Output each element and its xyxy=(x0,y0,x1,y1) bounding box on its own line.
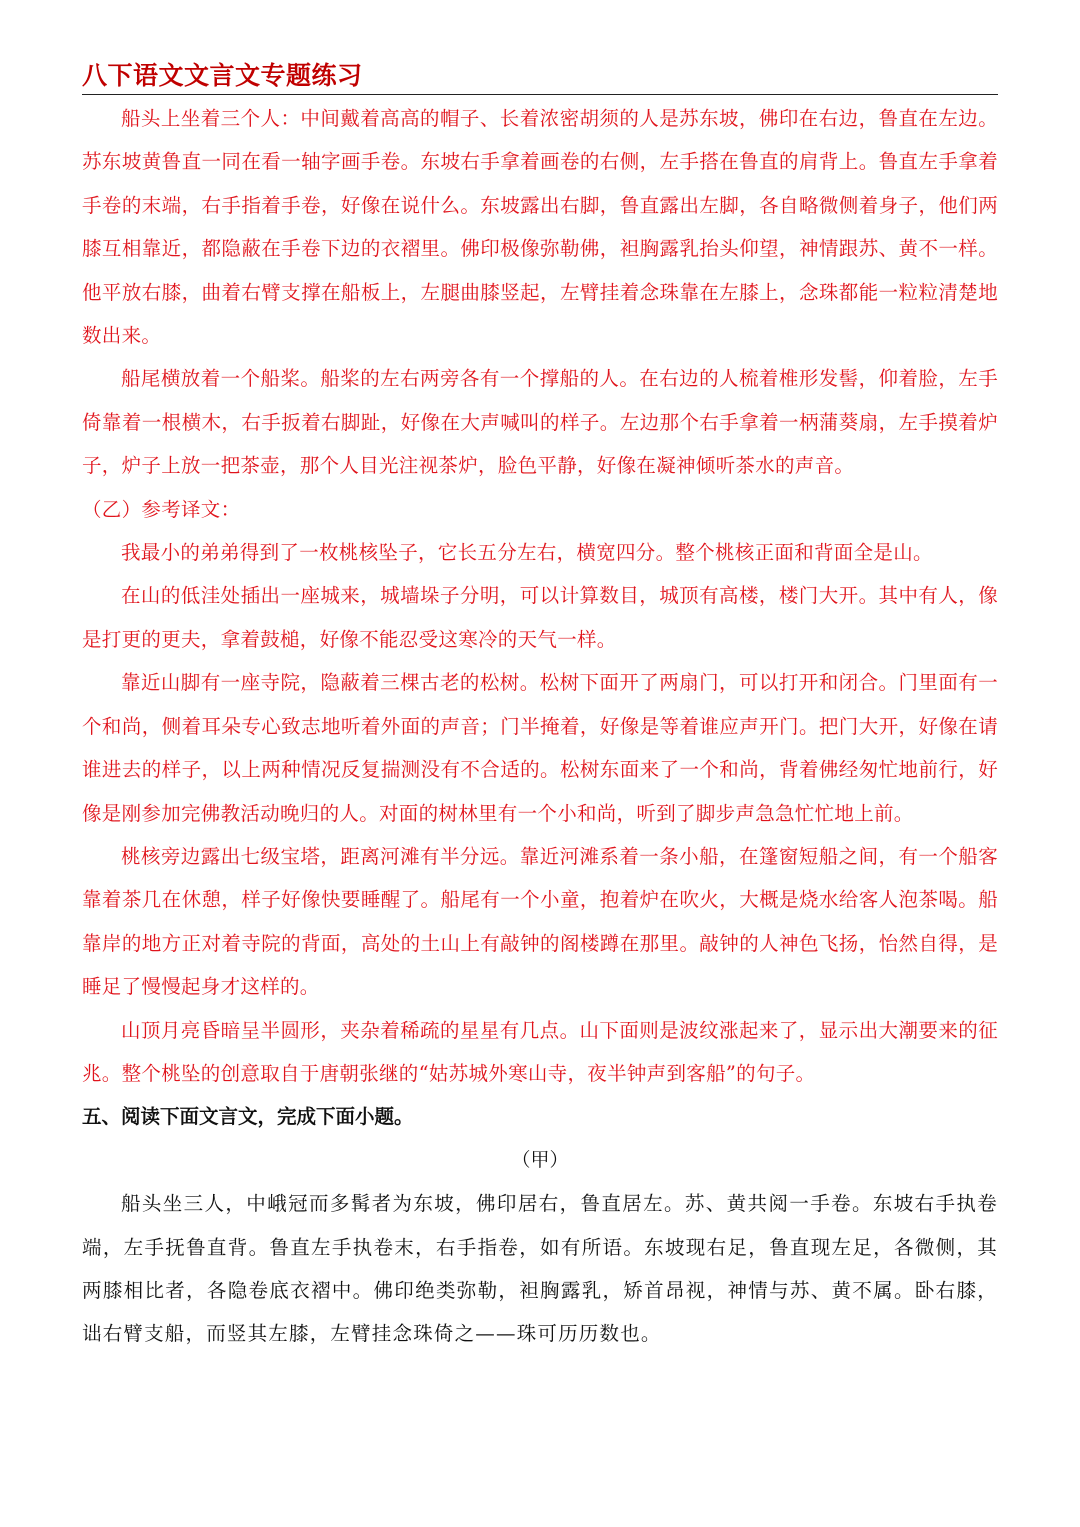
translation-yi-label: （乙）参考译文： xyxy=(82,497,241,521)
document-page xyxy=(82,58,998,1356)
translation-jia-paragraph-1: 船头上坐着三个人：中间戴着高高的帽子、长着浓密胡须的人是苏东坡，佛印在右边，鲁直在左边。苏东坡黄鲁直一同在看一轴字画手卷。东坡右手拿着画卷的右侧，左手搭在鲁直的肩背上。鲁直左手拿着手卷的末端，右手指着手卷，好像在说什么。东坡露出右脚，鲁直露出左脚，各自略微侧着身子，他们两膝互相靠近，都隐蔽在手卷下边的衣褶里。佛印极像弥勒佛，袒胸露乳抬头仰望，神情跟苏、黄不一样。他平放右膝，曲着右臂支撑在船板上，左腿曲膝竖起，左臂挂着念珠靠在左膝上，念珠都能一粒粒清楚地数出来。 xyxy=(82,107,998,348)
header-divider xyxy=(82,94,998,95)
document-header-title: 八下语文文言文专题练习 xyxy=(82,61,363,90)
translation-yi-paragraph-3: 靠近山脚有一座寺院，隐蔽着三棵古老的松树。松树下面开了两扇门，可以打开和闭合。门里面有一个和尚，侧着耳朵专心致志地听着外面的声音；门半掩着，好像是等着谁应声开门。把门大开，好像在请谁进去的样子，以上两种情况反复揣测没有不合适的。松树东面来了一个和尚，背着佛经匆忙地前行，好像是刚参加完佛教活动晚归的人。对面的树林里有一个小和尚，听到了脚步声急急忙忙地上前。 xyxy=(82,671,998,825)
section-5-jia-label: （甲） xyxy=(511,1148,569,1171)
translation-yi-paragraph-4: 桃核旁边露出七级宝塔，距离河滩有半分远。靠近河滩系着一条小船，在篷窗短船之间，有一个船客靠着茶几在休憩，样子好像快要睡醒了。船尾有一个小童，抱着炉在吹火，大概是烧水给客人泡茶喝。船靠岸的地方正对着寺院的背面，高处的土山上有敲钟的阁楼蹲在那里。敲钟的人神色飞扬，怡然自得，是睡足了慢慢起身才这样的。 xyxy=(82,844,998,999)
section-5-title: 五、阅读下面文言文，完成下面小题。 xyxy=(82,1105,414,1129)
translation-yi-paragraph-5: 山顶月亮昏暗呈半圆形，夹杂着稀疏的星星有几点。山下面则是波纹涨起来了，显示出大潮要来的征兆。整个桃坠的创意取自于唐朝张继的“姑苏城外寒山寺，夜半钟声到客船”的句子。 xyxy=(82,1018,998,1085)
translation-yi-paragraph-2: 在山的低洼处插出一座城来，城墙垛子分明，可以计算数目，城顶有高楼，楼门大开。其中有人，像是打更的更夫，拿着鼓槌，好像不能忍受这寒冷的天气一样。 xyxy=(82,584,998,651)
translation-yi-paragraph-1: 我最小的弟弟得到了一枚桃核坠子，它长五分左右，横宽四分。整个桃核正面和背面全是山。 xyxy=(121,541,933,565)
translation-jia-paragraph-2: 船尾横放着一个船桨。船桨的左右两旁各有一个撑船的人。在右边的人梳着椎形发髻，仰着脸，左手倚靠着一根横木，右手扳着右脚趾，好像在大声喊叫的样子。左边那个右手拿着一柄蒲葵扇，左手摸着炉子，炉子上放一把茶壶，那个人目光注视茶炉，脸色平静，好像在凝神倾听茶水的声音。 xyxy=(82,367,998,478)
section-5-jia-text: 船头坐三人，中峨冠而多髯者为东坡，佛印居右，鲁直居左。苏、黄共阅一手卷。东坡右手执卷端，左手抚鲁直背。鲁直左手执卷末，右手指卷，如有所语。东坡现右足，鲁直现左足，各微侧，其两膝相比者，各隐卷底衣褶中。佛印绝类弥勒，袒胸露乳，矫首昂视，神情与苏、黄不属。卧右膝，诎右臂支船，而竖其左膝，左臂挂念珠倚之——珠可历历数也。 xyxy=(82,1192,998,1346)
